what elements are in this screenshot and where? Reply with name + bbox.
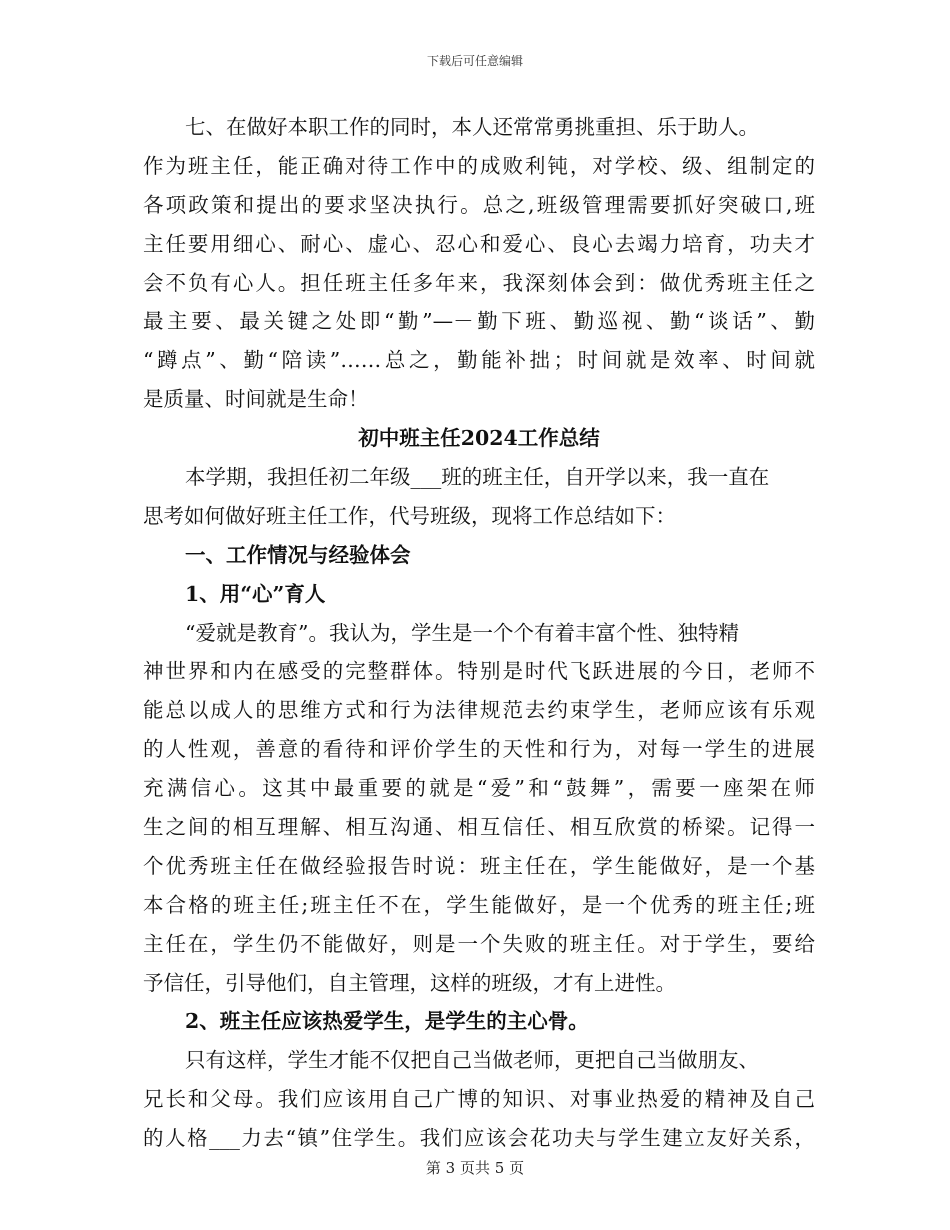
paragraph-line: 最主要、最关键之处即“勤”—－勤下班、勤巡视、勤“谈话”、勤 bbox=[143, 309, 815, 334]
paragraph-line: 神世界和内在感受的完整群体。特别是时代飞跃进展的今日，老师不 bbox=[143, 659, 815, 684]
paragraph-line: 会不负有心人。担任班主任多年来，我深刻体会到：做优秀班主任之 bbox=[143, 270, 815, 295]
paragraph-line: 本学期，我担任初二年级___班的班主任，自开学以来，我一直在 bbox=[185, 465, 770, 490]
paragraph-line: 的人性观，善意的看待和评价学生的天性和行为，对每一学生的进展 bbox=[143, 737, 815, 762]
paragraph-line: 兄长和父母。我们应该用自己广博的知识、对事业热爱的精神及自己 bbox=[143, 1087, 815, 1112]
heading-level-2: 2、班主任应该热爱学生，是学生的主心骨。 bbox=[185, 1009, 589, 1034]
heading-level-1: 一、工作情况与经验体会 bbox=[185, 542, 411, 567]
paragraph-line: 各项政策和提出的要求坚决执行。总之,班级管理需要抓好突破口,班 bbox=[143, 192, 815, 217]
document-body bbox=[143, 108, 815, 1158]
paragraph-line: 只有这样，学生才能不仅把自己当做老师，更把自己当做朋友、 bbox=[185, 1048, 759, 1073]
section-title: 初中班主任2024工作总结 bbox=[358, 426, 600, 451]
paragraph-line: 主任要用细心、耐心、虚心、忍心和爱心、良心去竭力培育，功夫才 bbox=[143, 231, 815, 256]
paragraph-line: 生之间的相互理解、相互沟通、相互信任、相互欣赏的桥梁。记得一 bbox=[143, 815, 815, 840]
paragraph-line: “蹲点”、勤“陪读”……总之，勤能补拙；时间就是效率、时间就 bbox=[143, 348, 815, 373]
paragraph-line: 予信任，引导他们，自主管理，这样的班级，才有上进性。 bbox=[143, 970, 676, 995]
paragraph-line: 七、在做好本职工作的同时，本人还常常勇挑重担、乐于助人。 bbox=[185, 115, 759, 139]
paragraph-line: 是质量、时间就是生命！ bbox=[143, 387, 369, 412]
paragraph-line: 充满信心。这其中最重要的就是“爱”和“鼓舞”，需要一座架在师 bbox=[143, 776, 815, 801]
paragraph-line: 思考如何做好班主任工作，代号班级，现将工作总结如下： bbox=[143, 503, 676, 528]
paragraph-line: 个优秀班主任在做经验报告时说：班主任在，学生能做好，是一个基 bbox=[143, 853, 815, 878]
heading-level-2: 1、用“心”育人 bbox=[185, 581, 326, 606]
paragraph-line: 能总以成人的思维方式和行为法律规范去约束学生，老师应该有乐观 bbox=[143, 698, 815, 723]
paragraph-line: 本合格的班主任;班主任不在，学生能做好，是一个优秀的班主任;班 bbox=[143, 892, 815, 917]
paragraph-line: 的人格___力去“镇”住学生。我们应该会花功夫与学生建立友好关系， bbox=[143, 1126, 815, 1151]
paragraph-line: 主任在，学生仍不能做好，则是一个失败的班主任。对于学生，要给 bbox=[143, 931, 815, 956]
page-header: 下载后可任意编辑 bbox=[426, 54, 523, 68]
paragraph-line: 作为班主任，能正确对待工作中的成败利钝，对学校、级、组制定的 bbox=[143, 153, 815, 178]
paragraph-line: “爱就是教育”。我认为，学生是一个个有着丰富个性、独特精 bbox=[185, 620, 739, 645]
page-footer: 第 3 页共 5 页 bbox=[425, 1159, 525, 1177]
